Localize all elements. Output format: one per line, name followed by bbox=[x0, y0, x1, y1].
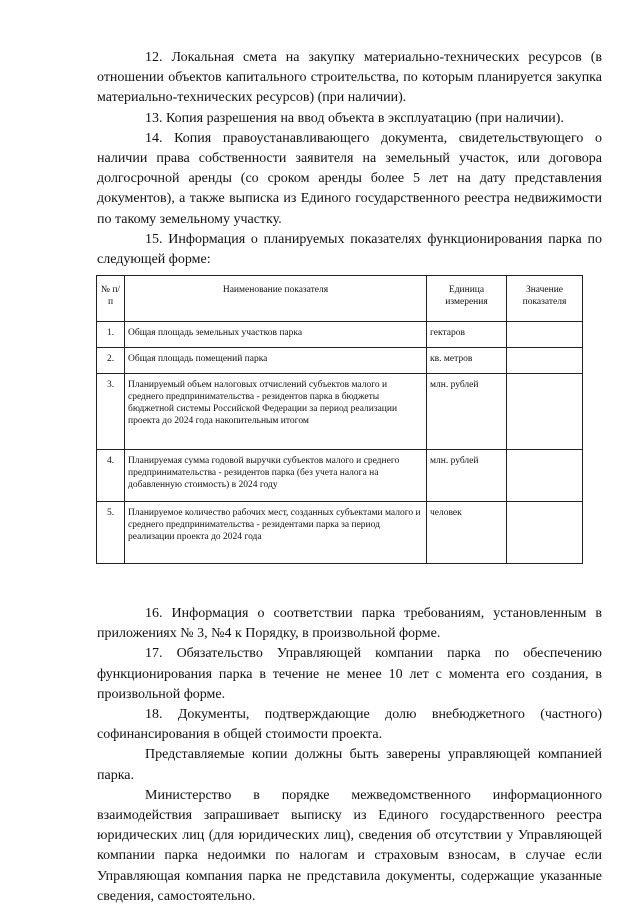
paragraph-12: 12. Локальная смета на закупку материально-технических ресурсов (в отношении объектов капитального строительства, по которым планируется закупка материально-технических ресурсов) (при наличии). bbox=[97, 50, 602, 106]
text-block-bottom bbox=[97, 604, 602, 907]
row-number: 5. bbox=[97, 502, 125, 564]
paragraph-15: 15. Информация о планируемых показателях функционирования парка по следующей форме: bbox=[97, 231, 602, 268]
row-value bbox=[507, 502, 583, 564]
paragraph-18: 18. Документы, подтверждающие долю внебюджетного (частного) софинансирования в общей стоимости проекта. bbox=[97, 707, 602, 743]
row-number: 1. bbox=[97, 322, 125, 348]
row-number: 2. bbox=[97, 348, 125, 374]
row-indicator-name: Планируемый объем налоговых отчислений субъектов малого и среднего предпринимательства - резидентов парка в бюджеты бюджетной системы Российской Федерации за период реализации проекта до 2024 года накопительным итогом bbox=[125, 374, 427, 450]
row-value bbox=[507, 322, 583, 348]
table-header-row bbox=[97, 276, 583, 322]
row-value bbox=[507, 348, 583, 374]
text-block-top bbox=[97, 48, 602, 270]
indicators-table bbox=[96, 275, 583, 564]
row-unit: млн. рублей bbox=[427, 374, 507, 450]
header-unit: Единица измерения bbox=[427, 276, 507, 322]
row-number: 3. bbox=[97, 374, 125, 450]
row-indicator-name: Общая площадь земельных участков парка bbox=[125, 322, 427, 348]
paragraph-copies-note: Представляемые копии должны быть заверены управляющей компанией парка. bbox=[97, 747, 602, 783]
table-row bbox=[97, 374, 583, 450]
row-indicator-name: Планируемая сумма годовой выручки субъектов малого и среднего предпринимательства - резидентов парка (без учета налога на добавленную стоимость) в 2024 году bbox=[125, 450, 427, 502]
row-unit: человек bbox=[427, 502, 507, 564]
row-unit: млн. рублей bbox=[427, 450, 507, 502]
row-value bbox=[507, 374, 583, 450]
table-row bbox=[97, 322, 583, 348]
paragraph-17: 17. Обязательство Управляющей компании парка по обеспечению функционирования парка в течение не менее 10 лет с момента его создания, в произвольной форме. bbox=[97, 646, 602, 702]
paragraph-ministry: Министерство в порядке межведомственного информационного взаимодействия запрашивает выписку из Единого государственного реестра юридических лиц (для юридических лиц), сведения об отсутствии у Управляющей компании парка недоимки по налогам и страховым взносам, в случае если Управляющая компания парка не представила документы, содержащие указанные сведения, самостоятельно. bbox=[97, 787, 602, 904]
paragraph-16: 16. Информация о соответствии парка требованиям, установленным в приложениях № 3, №4 к Порядку, в произвольной форме. bbox=[97, 606, 602, 642]
paragraph-14: 14. Копия правоустанавливающего документа, свидетельствующего о наличии права собственности заявителя на земельный участок, или договора долгосрочной аренды (со сроком аренды более 5 лет на дату представления документов), а также выписка из Единого государственного реестра недвижимости по такому земельному участку. bbox=[97, 130, 602, 227]
row-value bbox=[507, 450, 583, 502]
table-row bbox=[97, 502, 583, 564]
table-row bbox=[97, 450, 583, 502]
row-number: 4. bbox=[97, 450, 125, 502]
row-indicator-name: Планируемое количество рабочих мест, созданных субъектами малого и среднего предпринимательства - резидентами парка за период реализации проекта до 2024 года bbox=[125, 502, 427, 564]
row-unit: гектаров bbox=[427, 322, 507, 348]
paragraph-13: 13. Копия разрешения на ввод объекта в эксплуатацию (при наличии). bbox=[145, 110, 564, 126]
row-indicator-name: Общая площадь помещений парка bbox=[125, 348, 427, 374]
header-value: Значение показателя bbox=[507, 276, 583, 322]
row-unit: кв. метров bbox=[427, 348, 507, 374]
header-indicator-name: Наименование показателя bbox=[125, 276, 427, 322]
header-number: № п/п bbox=[97, 276, 125, 322]
table-row bbox=[97, 348, 583, 374]
